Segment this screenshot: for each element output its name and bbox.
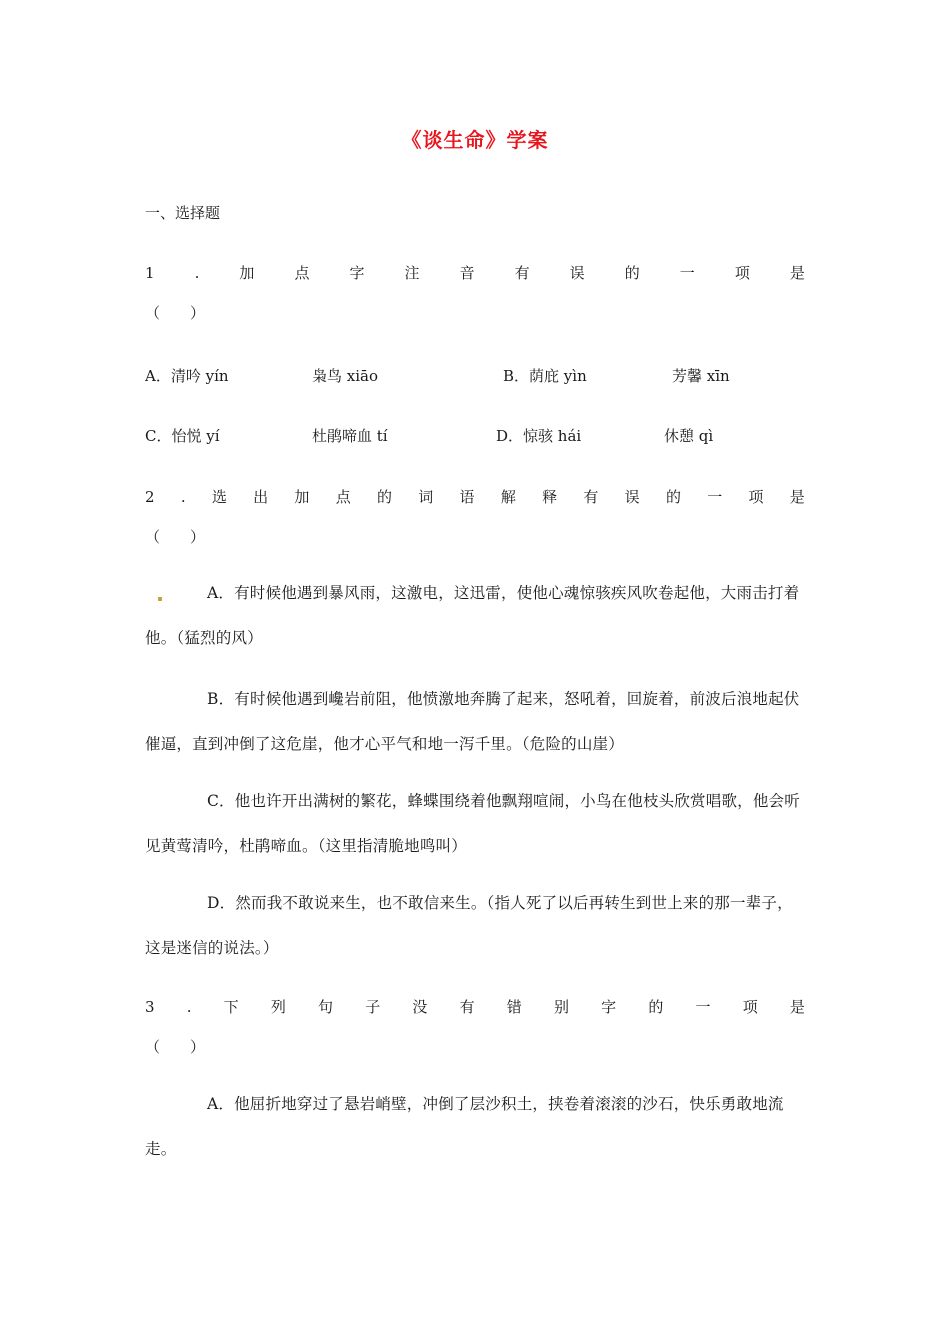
q1-char: 字 bbox=[349, 264, 365, 282]
q1-char: 项 bbox=[734, 264, 750, 282]
q2-char: 误 bbox=[624, 488, 640, 506]
q2-char: 一 bbox=[707, 488, 723, 506]
q2-char: 点 bbox=[335, 488, 351, 506]
q3-answer-paren: （ ） bbox=[145, 1038, 206, 1056]
q1-char: . bbox=[194, 264, 200, 282]
q3-char: 列 bbox=[270, 998, 286, 1016]
q2-char: . bbox=[180, 488, 186, 506]
q2-char: 选 bbox=[211, 488, 227, 506]
page-title: 《谈生命》学案 bbox=[401, 128, 549, 152]
q1-option-d2: 休憩 qì bbox=[664, 427, 714, 445]
q2-option-a: A．有时候他遇到暴风雨，这激电，这迅雷，使他心魂惊骇疾风吹卷起他，大雨击打着他。（猛烈的风） bbox=[145, 584, 800, 647]
q2-char: 是 bbox=[789, 488, 805, 506]
q3-char: 的 bbox=[648, 998, 664, 1016]
q3-char: 子 bbox=[365, 998, 381, 1016]
q3-char: 没 bbox=[412, 998, 428, 1016]
q2-char: 出 bbox=[253, 488, 269, 506]
q1-option-c: C．怡悦 yí bbox=[145, 427, 220, 445]
q1-option-b: B．荫庇 yìn bbox=[503, 367, 587, 385]
q1-option-a: A．清吟 yín bbox=[145, 367, 229, 385]
question-2 bbox=[145, 487, 805, 507]
q2-char: 语 bbox=[459, 488, 475, 506]
q3-char: 有 bbox=[459, 998, 475, 1016]
q3-char: 3 bbox=[145, 998, 155, 1016]
q1-option-d: D．惊骇 hái bbox=[496, 427, 582, 445]
q3-char: 字 bbox=[601, 998, 617, 1016]
q3-char: 是 bbox=[789, 998, 805, 1016]
q3-option-a: A．他屈折地穿过了悬岩峭壁，冲倒了层沙积土，挟卷着滚滚的沙石，快乐勇敢地流走。 bbox=[145, 1095, 784, 1158]
q2-char: 2 bbox=[145, 488, 155, 506]
q1-char: 音 bbox=[459, 264, 475, 282]
q2-char: 的 bbox=[376, 488, 392, 506]
q3-char: 项 bbox=[742, 998, 758, 1016]
q1-char: 误 bbox=[569, 264, 585, 282]
q3-char: 下 bbox=[223, 998, 239, 1016]
q3-char: . bbox=[186, 998, 192, 1016]
q2-char: 解 bbox=[500, 488, 516, 506]
q1-char: 点 bbox=[294, 264, 310, 282]
q1-option-c2: 杜鹃啼血 tí bbox=[312, 427, 388, 445]
q2-char: 有 bbox=[583, 488, 599, 506]
q1-char: 注 bbox=[404, 264, 420, 282]
section-heading: 一、选择题 bbox=[145, 204, 221, 222]
q1-char: 1 bbox=[145, 264, 155, 282]
q1-answer-paren: （ ） bbox=[145, 304, 206, 322]
q2-char: 项 bbox=[748, 488, 764, 506]
q2-char: 词 bbox=[418, 488, 434, 506]
q3-char: 错 bbox=[506, 998, 522, 1016]
q1-option-b2: 芳馨 xīn bbox=[672, 367, 730, 385]
question-1 bbox=[145, 263, 805, 283]
q2-char: 的 bbox=[665, 488, 681, 506]
q2-answer-paren: （ ） bbox=[145, 528, 206, 546]
q2-char: 释 bbox=[542, 488, 558, 506]
q2-option-d: D．然而我不敢说来生，也不敢信来生。（指人死了以后再转生到世上来的那一辈子，这是迷信的说法。） bbox=[145, 894, 793, 957]
q1-char: 一 bbox=[679, 264, 695, 282]
q2-option-b: B．有时候他遇到巉岩前阻，他愤激地奔腾了起来，怒吼着，回旋着，前波后浪地起伏催逼，直到冲倒了这危崖，他才心平气和地一泻千里。（危险的山崖） bbox=[145, 690, 800, 753]
q3-char: 一 bbox=[695, 998, 711, 1016]
question-3 bbox=[145, 997, 805, 1017]
q1-option-a2: 枭鸟 xiāo bbox=[312, 367, 378, 385]
q3-char: 别 bbox=[553, 998, 569, 1016]
q1-char: 有 bbox=[514, 264, 530, 282]
q1-char: 加 bbox=[239, 264, 255, 282]
q1-char: 的 bbox=[624, 264, 640, 282]
q2-option-c: C．他也许开出满树的繁花，蜂蝶围绕着他飘翔喧闹，小鸟在他枝头欣赏唱歌，他会听见黄莺清吟，杜鹃啼血。（这里指清脆地鸣叫） bbox=[145, 792, 800, 855]
q2-char: 加 bbox=[294, 488, 310, 506]
q1-char: 是 bbox=[789, 264, 805, 282]
q3-char: 句 bbox=[318, 998, 334, 1016]
